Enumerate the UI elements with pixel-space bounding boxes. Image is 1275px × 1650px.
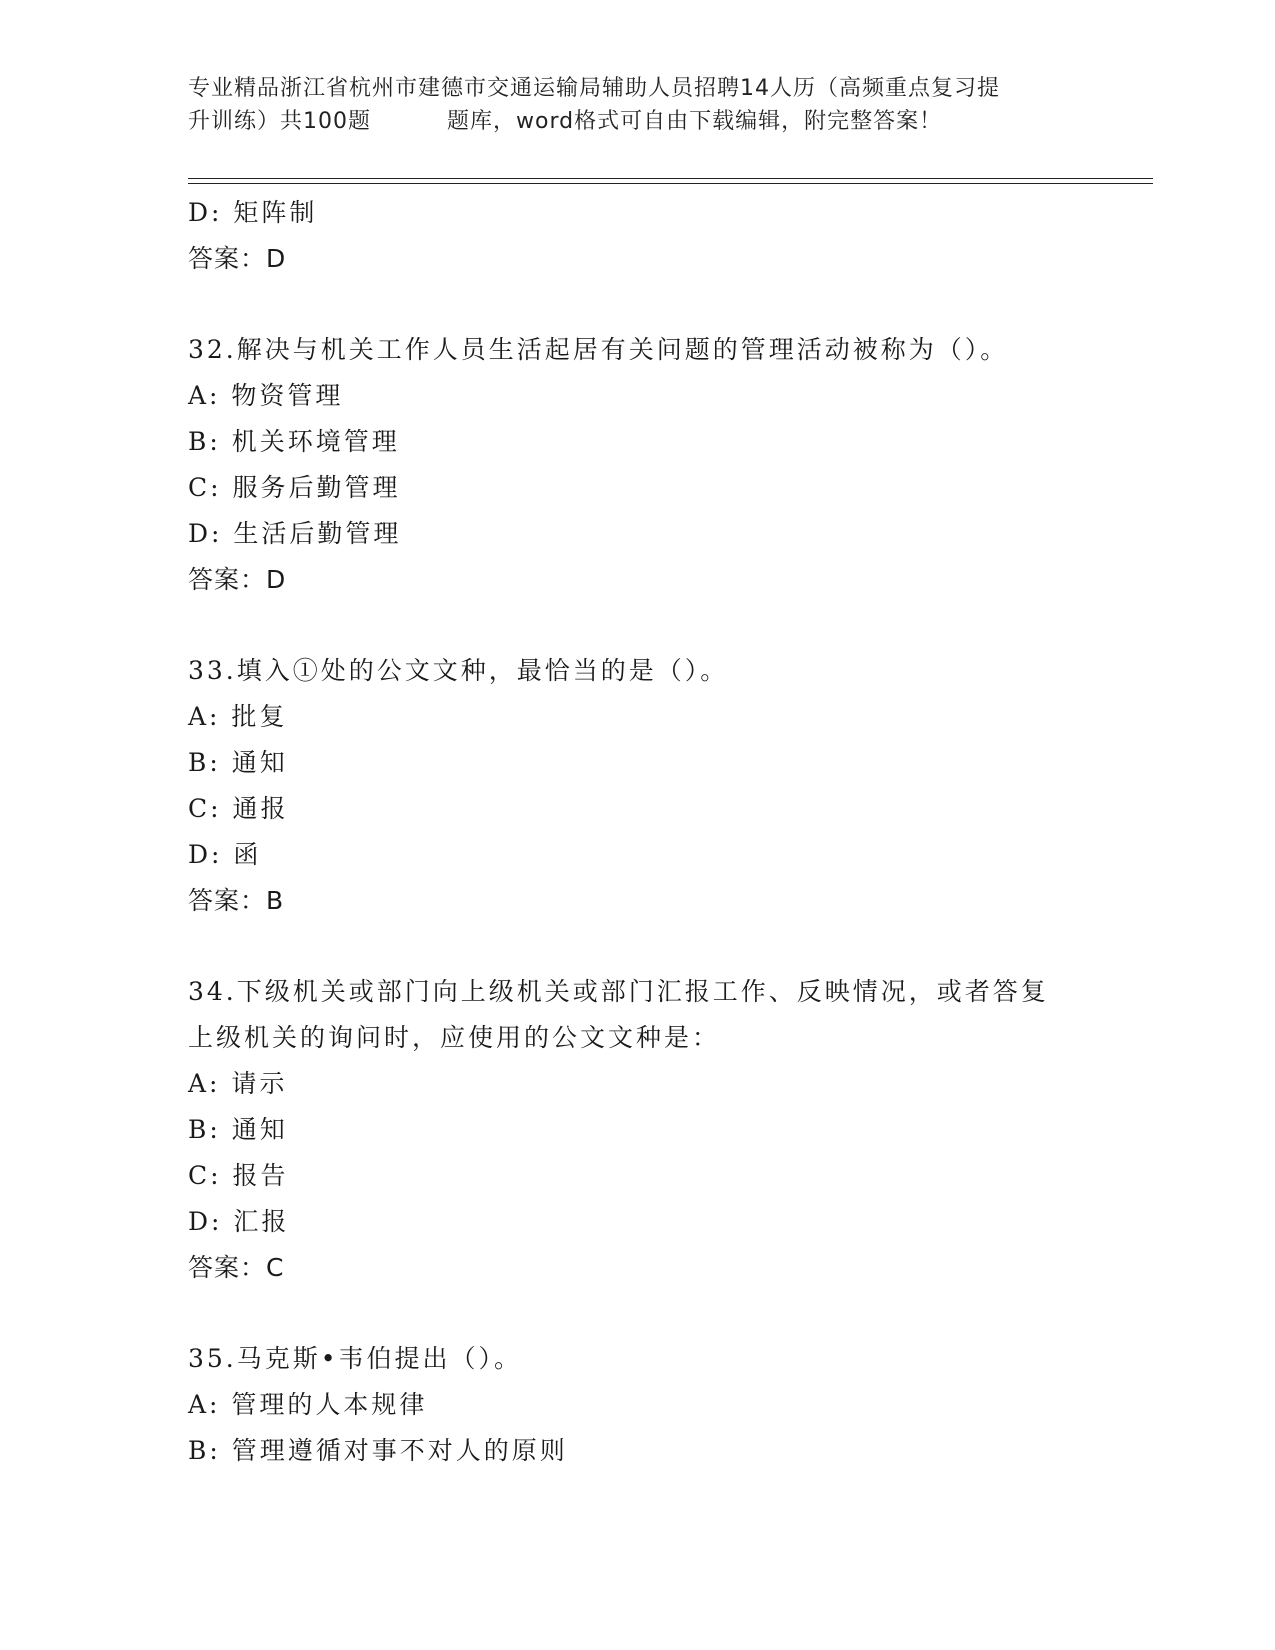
option-b: B: 管理遵循对事不对人的原则 [188, 1436, 568, 1465]
question-33 [188, 648, 1088, 924]
option-d: D: 矩阵制 [188, 198, 318, 227]
option-a: A: 物资管理 [188, 381, 344, 410]
header-title-part-b: 题库，word格式可自由下载编辑，附完整答案！ [447, 109, 943, 134]
question-35 [188, 1336, 1088, 1474]
option-c: C: 报告 [188, 1161, 289, 1190]
option-b: B: 机关环境管理 [188, 427, 400, 456]
option-a: A: 批复 [188, 702, 288, 731]
header-divider-bottom [188, 183, 1153, 184]
header-title-line-1: 专业精品浙江省杭州市建德市交通运输局辅助人员招聘14人历（高频重点复习提 [188, 76, 1000, 101]
question-text: 33.填入①处的公文文种，最恰当的是（）。 [188, 656, 729, 685]
question-text: 32.解决与机关工作人员生活起居有关问题的管理活动被称为（）。 [188, 335, 1009, 364]
question-text: 35.马克斯•韦伯提出（）。 [188, 1344, 523, 1373]
previous-question-tail [188, 190, 1088, 282]
answer-line: 答案：C [188, 1253, 285, 1282]
question-32 [188, 327, 1088, 603]
question-list [188, 190, 1088, 1474]
option-b: B: 通知 [188, 748, 288, 777]
answer-line: 答案：D [188, 244, 287, 273]
option-a: A: 管理的人本规律 [188, 1390, 428, 1419]
option-d: D: 生活后勤管理 [188, 519, 402, 548]
question-34 [188, 969, 1088, 1291]
option-c: C: 通报 [188, 794, 289, 823]
answer-line: 答案：B [188, 886, 285, 915]
document-header [188, 72, 1088, 138]
option-a: A: 请示 [188, 1069, 288, 1098]
answer-line: 答案：D [188, 565, 287, 594]
option-c: C: 服务后勤管理 [188, 473, 401, 502]
question-text-line-1: 34.下级机关或部门向上级机关或部门汇报工作、反映情况，或者答复 [188, 977, 1049, 1006]
header-title-part-a: 升训练）共100题 [188, 109, 371, 134]
header-divider-top [188, 178, 1153, 179]
header-title-line-2 [188, 105, 1088, 138]
question-text-line-2: 上级机关的询问时，应使用的公文文种是： [188, 1023, 721, 1052]
option-b: B: 通知 [188, 1115, 288, 1144]
option-d: D: 汇报 [188, 1207, 290, 1236]
option-d: D: 函 [188, 840, 262, 869]
